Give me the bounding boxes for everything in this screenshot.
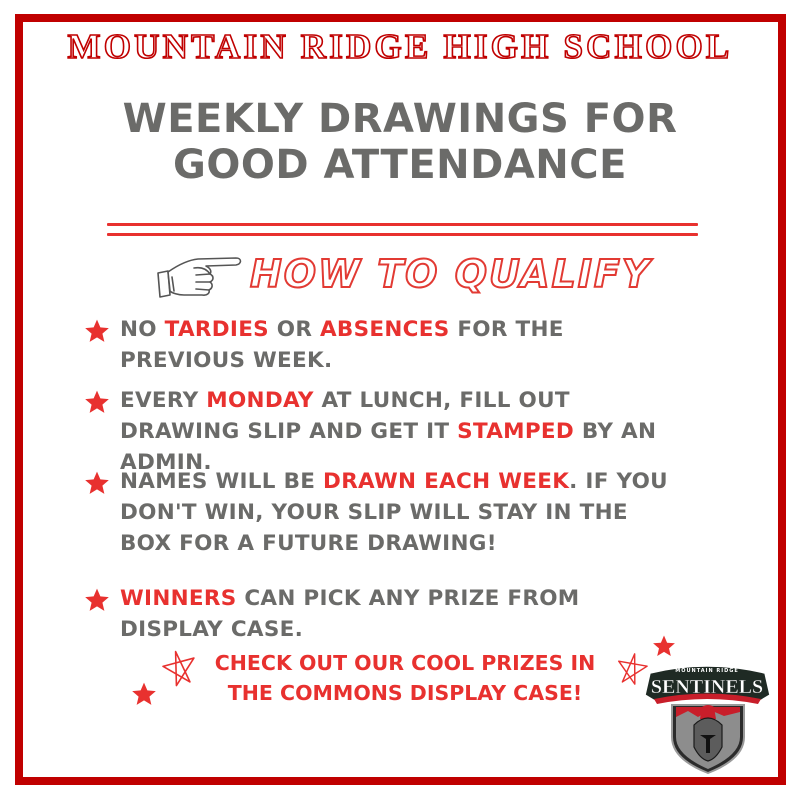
- prize-callout: [190, 648, 620, 708]
- highlight: ABSENCES: [319, 317, 450, 342]
- red-star-icon: [84, 389, 110, 415]
- sentinels-logo: [640, 655, 775, 775]
- list-item-text: NAMES WILL BE DRAWN EACH WEEK. IF YOU DON'T WIN, YOUR SLIP WILL STAY IN THE BOX FOR A FUTURE DRAWING!: [120, 469, 668, 556]
- school-name-heading: MOUNTAIN RIDGE HIGH SCHOOL: [67, 27, 733, 66]
- highlight: WINNERS: [120, 586, 237, 611]
- section-heading: HOW TO QUALIFY: [250, 252, 652, 296]
- title-line-1: WEEKLY DRAWINGS FOR: [122, 96, 678, 142]
- title-line-2: GOOD ATTENDANCE: [173, 142, 627, 188]
- callout-line-1: CHECK OUT OUR COOL PRIZES IN: [214, 651, 596, 675]
- red-star-icon: [84, 318, 110, 344]
- highlight: STAMPED: [457, 419, 575, 444]
- logo-top-text: MOUNTAIN RIDGE: [675, 668, 739, 674]
- highlight: MONDAY: [206, 388, 314, 413]
- poster-title: [40, 96, 760, 188]
- list-item-text: EVERY MONDAY AT LUNCH, FILL OUT DRAWING SLIP AND GET IT STAMPED BY AN ADMIN.: [120, 388, 657, 475]
- callout-line-2: THE COMMONS DISPLAY CASE!: [227, 681, 583, 705]
- highlight: TARDIES: [164, 317, 269, 342]
- list-item-text: WINNERS CAN PICK ANY PRIZE FROM DISPLAY CASE.: [120, 586, 580, 642]
- list-item-text: NO TARDIES OR ABSENCES FOR THE PREVIOUS WEEK.: [120, 317, 564, 373]
- pointing-hand-icon: [154, 251, 244, 299]
- how-to-qualify-header: [150, 247, 670, 303]
- divider-line-top: [107, 223, 698, 226]
- red-star-icon: [84, 470, 110, 496]
- red-star-icon: [131, 681, 157, 707]
- highlight: DRAWN EACH WEEK: [323, 469, 570, 494]
- red-star-icon: [84, 587, 110, 613]
- logo-main-text: SENTINELS: [650, 676, 764, 698]
- divider-line-bottom: [107, 233, 698, 236]
